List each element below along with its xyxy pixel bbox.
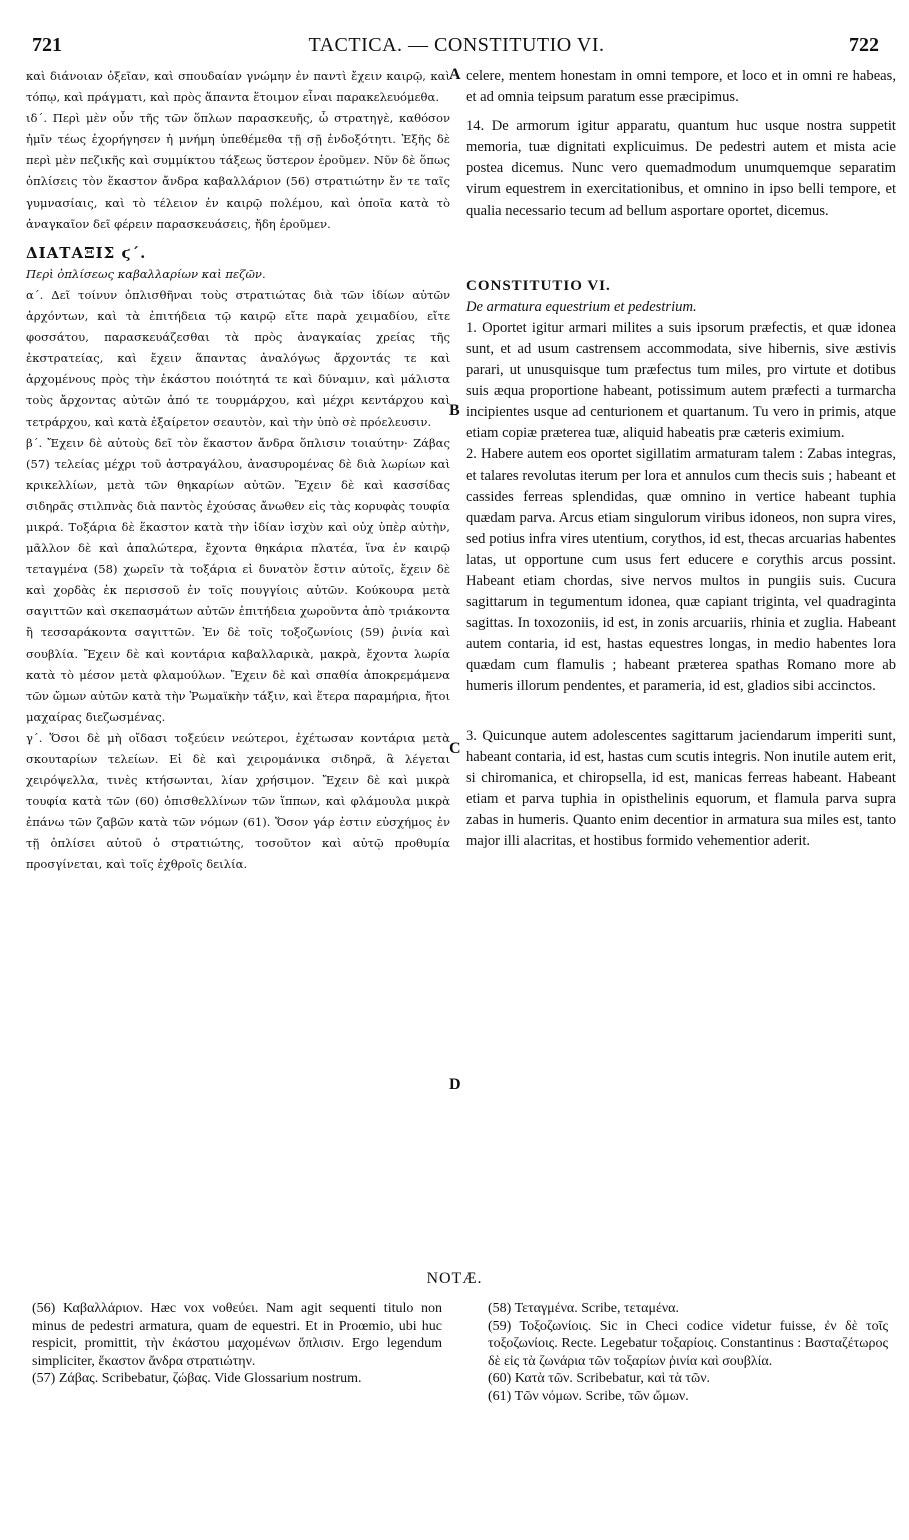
footnote-60: (60) Κατὰ τῶν. Scribebatur, καὶ τὰ τῶν. <box>488 1371 711 1387</box>
margin-letter-a: A <box>449 66 461 83</box>
margin-letter-b: B <box>449 402 460 419</box>
latin-paragraph: 2. Habere autem eos oportet sigillatim armaturam talem : Zabas integras, et talares revolutas iterum per lora et annulos cum thecis suis ; habeant et cassides ferreas splendidas, quæ omnino in vertice habeant tuphia quædam parva. Arcus etiam singulorum viribus idoneos, non supra vires, sed potius infra vires utentium, corythos, id est, thecas arcuarias habentes latas, ut opportune cum usus fert educere e corythis arcus possint. Habeant etiam chordas, sive nervos multos in pungiis suis. Cucura sagittarum in tegumentum idonea, quæ capiant triginta, vel quadraginta sagittas. In toxozoniis, id est, in zonis arcuariis, rhinia et zuglia. Habeant autem contaria, id est, hastas equestres longas, in medio habentes lora quædam cum flamulis ; habeant præterea spathas Romano more ab humeris illorum pendentes, et parameria, id est, gladios sibi accinctos. <box>466 446 896 695</box>
latin-paragraph: 3. Quicunque autem adolescentes sagittarum jaciendarum imperiti sunt, habeant contaria, id est, hastas cum scutis integris. Non inutile autem erit, si chiromanica, et chiropsella, id est, manicas ferreas habeant. Habeant etiam et parva tuphia in opisthelinis equorum, et flamula parva supra zabas in humeris. Quanto enim decentior in armatura sua miles est, tanto major illi alacritas, et hostibus formido vehementior aderit. <box>466 727 896 849</box>
footnote-57: (57) Ζάβας. Scribebatur, ζώβας. Vide Glossarium nostrum. <box>32 1371 362 1387</box>
running-header <box>28 34 885 62</box>
greek-column <box>26 66 450 876</box>
running-title: TACTICA. — CONSTITUTIO VI. <box>308 34 605 56</box>
footnote-58: (58) Τεταγμένα. Scribe, τεταμένα. <box>488 1301 680 1316</box>
footnote-56: (56) Καβαλλάριον. Hæc vox νοθεύει. Nam agit sequenti titulo non minus de pedestri armatura, quam de equestri. Et in Proœmio, ubi huc respicit, promittit, τὴν ἑκάστου μαχομένων ὅπλισιν. Ergo legendum simpliciter, ἕκαστον ἄνδρα στρατιώτην. <box>32 1301 442 1369</box>
margin-letter-d: D <box>449 1076 461 1093</box>
notes-right <box>488 1300 888 1406</box>
greek-paragraph: α΄. Δεῖ τοίνυν ὁπλισθῆναι τοὺς στρατιώτας διὰ τῶν ἰδίων αὐτῶν ἀρχόντων, καὶ τὰ ἐπιτήδεια τῷ καιρῷ εἴτε παρὰ χειμαδίου, εἴτε φοσσάτου, παρασκευάζεσθαι τὰ πρὸς ἀναγκαίας χρείας τῆς ἐκστρατείας, καὶ ἔχειν ἅπαντας ἀναλόγως ἄρχοντάς τε καὶ ἀρχομένους πρὸς τὴν ἑκάστου ποιότητά τε καὶ δύναμιν, καὶ μάλιστα τοὺς ἄρχοντας αὐτῶν ἀπό τε τουρμάρχου, καὶ μέχρι κεντάρχου καὶ τετράρχου, καὶ κατὰ ἐξαίρετον σεαυτὸν, καὶ τὴν ὑπὸ σὲ πρόελευσιν. <box>26 287 450 429</box>
greek-section-subtitle: Περὶ ὁπλίσεως καβαλλαρίων καὶ πεζῶν. <box>26 266 266 281</box>
latin-column <box>466 66 896 852</box>
margin-letter-c: C <box>449 740 461 757</box>
page-number-right: 722 <box>849 34 879 56</box>
latin-paragraph: 1. Oportet igitur armari milites a suis ipsorum præfectis, et quæ idonea sunt, et ad usum castrensem accommodata, sive hibernis, sive æstivis parari, ut unusquisque tum præfectus tum miles, pro virtute et dotibus suis æqua proportione habeant, potissimum autem præfecti a turmarcha incipientes usque ad centurionem et quartanum. Tu vero in primis, atque etiam copiæ præterea tuæ, aliquid habeatis præ cæteris eximium. <box>466 319 896 442</box>
latin-paragraph: 14. De armorum igitur apparatu, quantum huc usque nostra suppetit memoria, tuæ dignitati explicuimus. De pedestri autem et mista acie postea dicemus. Nunc vero quemadmodum unumquemque separatim virum equestrem in exercitationibus, et omnino in ipso belli tempore, et qualia necessario tecum ad bellum asportare oportet, dicemus. <box>466 118 896 219</box>
greek-paragraph: ιδ΄. Περὶ μὲν οὖν τῆς τῶν ὅπλων παρασκευῆς, ὦ στρατηγὲ, καθόσον ἡμῖν τέως ἐχορήγησεν ἡ μνήμη ὑπεθέμεθα τῇ σῇ ἐνδοξότητι. Ἑξῆς δὲ περὶ μὲν πεζικῆς καὶ συμμίκτου τάξεως ὕστερον ἐροῦμεν. Νῦν δὲ ὅπως ὁπλίσεις τὸν ἕκαστον ἄνδρα καβαλλάριον (56) στρατιώτην ἔν τε ταῖς γυμνασίαις, καὶ τὸ τέλειον ἐν καιρῷ πολέμου, καὶ ὁποῖα κατὰ τὸ ἀναγκαῖον δεῖ φέρειν παρασκευάσεις, ἤδη ἐροῦμεν. <box>26 111 450 231</box>
footnote-61: (61) Τῶν νόμων. Scribe, τῶν ὤμων. <box>488 1388 689 1404</box>
greek-section-title: ΔΙΑΤΑΞΙΣ ϛ΄. <box>26 243 147 262</box>
notes-heading: NOTÆ. <box>426 1270 483 1287</box>
latin-section-subtitle: De armatura equestrium et pedestrium. <box>466 298 697 315</box>
greek-paragraph: γ΄. Ὅσοι δὲ μὴ οἴδασι τοξεύειν νεώτεροι, ἐχέτωσαν κοντάρια μετὰ σκουταρίων τελείων. Εἰ δὲ καὶ χειρομάνικα σιδηρᾶ, ἃ λέγεται χειρόψελλα, τινὲς κτήσωνται, λίαν χρήσιμον. Ἔχειν δὲ καὶ μικρὰ τουφία κατὰ τῶν (60) ὀπισθελλίνων τῶν ἵππων, καὶ φλάμουλα μικρὰ ἐπάνω τῶν ζαβῶν κατὰ τῶν νόμων (61). Ὅσον γάρ ἐστιν εὐσχήμος ἐν τῇ ὁπλίσει αὐτοῦ ὁ στρατιώτης, τοσοῦτον καὶ αὐτῷ προθυμία προσγίνεται, καὶ τοῖς ἐχθροῖς δειλία. <box>26 730 450 872</box>
notes-left <box>32 1300 442 1388</box>
latin-section-title: CONSTITUTIO VI. <box>466 277 611 294</box>
page-number-left: 721 <box>32 34 62 56</box>
latin-paragraph: celere, mentem honestam in omni tempore, et loco et in omni re habeas, et ad omnia teipsum paratum esse præcipimus. <box>466 68 896 106</box>
greek-paragraph: καὶ διάνοιαν ὀξεῖαν, καὶ σπουδαίαν γνώμην ἐν παντὶ ἔχειν καιρῷ, καὶ τόπῳ, καὶ πράγματι, καὶ πρὸς ἅπαντα ἕτοιμον εἶναι παρακελευόμεθα. <box>26 69 450 105</box>
footnote-59: (59) Τοξοζωνίοις. Sic in Checi codice videtur fuisse, ἐν δὲ τοῖς τοξοζωνίοις. Recte. Legebatur τοξαρίοις. Constantinus : Βασταζέτωρος δὲ εἰς τὰ ζωνάρια τῶν τοξαρίων ῥινία καὶ σουβλία. <box>488 1318 888 1369</box>
greek-paragraph: β΄. Ἔχειν δὲ αὐτοὺς δεῖ τὸν ἕκαστον ἄνδρα ὅπλισιν τοιαύτην· Ζάβας (57) τελείας μέχρι τοῦ ἀστραγάλου, ἀνασυρομένας δὲ διὰ λωρίων καὶ κρικελλίων, μετὰ τῶν θηκαρίων αὐτῶν. Ἔχειν δὲ καὶ κασσίδας σιδηρᾶς στιλπνὰς διὰ παντὸς ἐχούσας ἄνωθεν εἰς τὰς κορυφὰς τουφία μικρά. Τοξάρια δὲ ἕκαστον κατὰ τὴν ἰδίαν ἰσχὺν καὶ οὐχ ὑπὲρ αὐτὴν, μᾶλλον δὲ καὶ ἁπαλώτερα, ἔχοντα θηκάρια πλατέα, ἵνα ἐν καιρῷ τεταγμένα (58) χωρεῖν τὰ τοξάρια εἰ δυνατὸν ἔστιν αὐτοῖς, ἔχειν δὲ καὶ χορδὰς ἐκ περισσοῦ ἐν τοῖς πουγγίοις αὐτῶν. Κούκουρα μετὰ σαγιττῶν καὶ σκεπασμάτων αὐτῶν ἐπιτήδεια χωροῦντα ἀπὸ τριάκοντα ἢ τεσσαράκοντα σαγιττῶν. Ἐν δὲ τοῖς τοξοζωνίοις (59) ῥινία καὶ σουβλία. Ἔχειν δὲ καὶ κοντάρια καβαλλαρικὰ, μακρὰ, ἔχοντα λωρία κατὰ τὸ μέσον μετὰ φλαμούλων. Ἔχειν δὲ καὶ σπαθία ἀποκρεμάμενα τῶν ὤμων αὐτῶν κατὰ τὴν Ῥωμαϊκὴν τάξιν, καὶ ἕτερα παραμήρια, ἤτοι μαχαίρας διεζωσμένας. <box>26 435 450 724</box>
